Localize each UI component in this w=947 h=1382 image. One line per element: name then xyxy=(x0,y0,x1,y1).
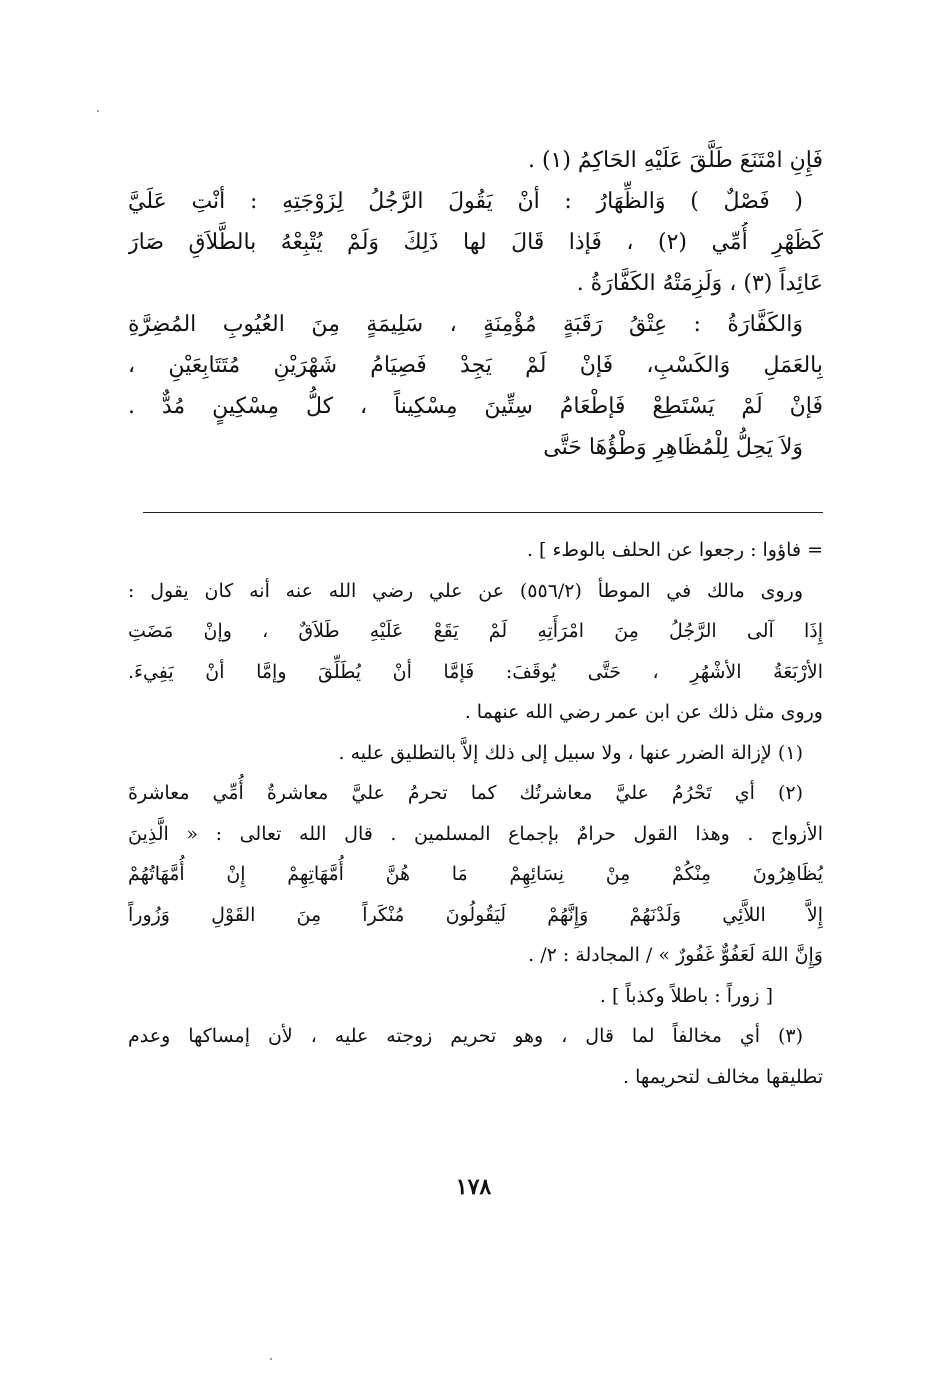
footnote-line: (١) لإزالة الضرر عنها ، ولا سبيل إلى ذلك إلاَّ بالتطليق عليه . xyxy=(338,741,803,764)
footnote-line: وروى مثل ذلك عن ابن عمر رضي الله عنهما . xyxy=(464,701,823,723)
footnote-line: إِذَا آلى الرَّجُلُ مِنَ امْرَأَتِهِ لَمْ يَقَعْ عَلَيْهِ طَلاَقٌ ، وإنْ مَضَتِ xyxy=(128,620,823,642)
footnote-line: (٢) أي تَحْرُمُ عليَّ معاشرتُك كما تحرمُ عليَّ معاشرةُ أُمِّي معاشرةَ xyxy=(128,782,803,804)
main-line: ( فَصْلٌ ) وَالظِّهَارُ : أنْ يَقُولَ الرَّجُلُ لِزَوْجَتِهِ : أنْتِ عَلَيَّ xyxy=(128,189,803,214)
footnote-line: الأزواج . وهذا القول حرامٌ بإجماع المسلمين . قال الله تعالى : « الَّذِينَ xyxy=(128,822,823,845)
footnote-line: إِلاَّ اللاَّئِي وَلَدْنَهُمْ وَإِنَّهُمْ لَيَقُولُونَ مُنْكَراً مِنَ القَوْلِ وَزُوراً xyxy=(128,903,823,926)
footnote-line: (٣) أي مخالفاً لما قال ، وهو تحريم زوجته عليه ، لأن إمساكها وعدم xyxy=(128,1025,803,1047)
footnote-line: يُظَاهِرُونَ مِنْكُمْ مِنْ نِسَائِهِمْ مَا هُنَّ أُمَّهَاتِهِمْ إِنْ أُمَّهَاتُهُمْ xyxy=(128,863,823,885)
footnote-line: الأرْبَعَةُ الأشْهُرِ ، حَتَّى يُوقَفَ: فَإمَّا أنْ يُطَلِّقَ وإمَّا أنْ يَفِيءَ. xyxy=(128,660,823,683)
main-line: فَإنْ لَمْ يَسْتَطِعْ فَإطْعَامُ سِتِّينَ مِسْكِيناً ، كلُّ مِسْكِينٍ مُدٌّ . xyxy=(128,394,823,419)
page-number: ١٧٨ xyxy=(455,1174,492,1200)
footnotes xyxy=(128,530,823,1097)
main-line: عَائِداً (٣) ، وَلَزِمَتْهُ الكَفَّارَةُ . xyxy=(576,271,823,296)
main-text xyxy=(128,140,823,468)
footnote-line: = فاؤوا : رجعوا عن الحلف بالوطء ] . xyxy=(526,539,823,561)
scan-speck xyxy=(270,1358,272,1360)
footnote-line: [ زوراً : باطلاً وكذباً ] . xyxy=(599,984,773,1007)
footnote-line: وَإِنَّ اللهَ لَعَفُوٌّ غَفُورٌ » / المجادلة : ٢/ . xyxy=(528,944,823,966)
footnote-divider xyxy=(143,512,823,513)
scan-speck xyxy=(97,110,99,112)
main-line: وَالكَفَّارَةُ : عِتْقُ رَقَبَةٍ مُؤْمِنَةٍ ، سَلِيمَةٍ مِنَ العُيُوبِ المُضِرَّةِ xyxy=(128,312,803,337)
main-line: بِالعَمَلِ وَالكَسْبِ، فَإنْ لَمْ يَجِدْ فَصِيَامُ شَهْرَيْنِ مُتَتَابِعَيْنِ ، xyxy=(128,353,823,378)
footnote-line: تطليقها مخالف لتحريمها . xyxy=(623,1065,823,1088)
main-line: فَإِنِ امْتَنَعَ طَلَّقَ عَلَيْهِ الحَاكِمُ (١) . xyxy=(527,148,823,173)
main-line: كَظَهْرِ أُمِّي (٢) ، فَإذا قَالَ لها ذَلِكَ وَلَمْ يُتْبِعْهُ بالطَّلاَقِ صَارَ xyxy=(128,230,823,255)
footnote-line: وروى مالك في الموطأ (٥٥٦/٢) عن علي رضي الله عنه أنه كان يقول : xyxy=(128,579,803,602)
main-line: وَلاَ يَحِلُّ لِلْمُظَاهِرِ وَطْؤُهَا حَتَّى xyxy=(543,435,803,460)
